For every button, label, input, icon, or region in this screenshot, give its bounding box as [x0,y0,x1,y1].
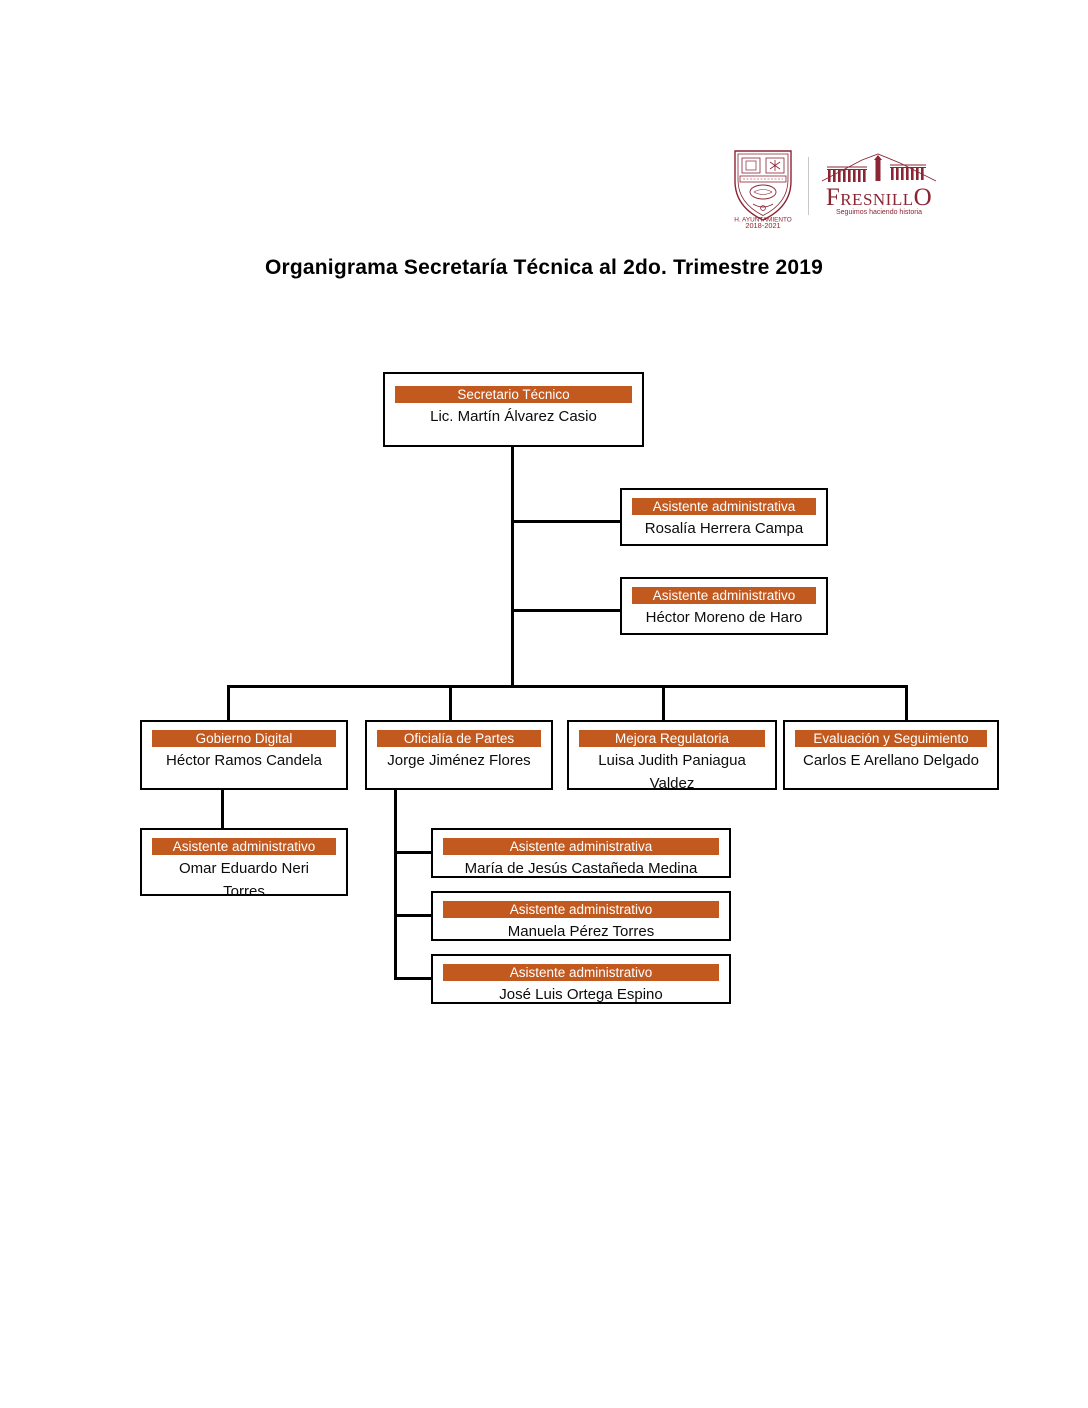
document-title: Organigrama Secretaría Técnica al 2do. Trimestre 2019 [264,256,824,279]
connector-drop-gobierno [227,685,230,720]
person-name: José Luis Ortega Espino [499,986,663,1003]
org-box-asistente-rosalia [620,488,828,546]
person-name: María de Jesús Castañeda Medina [464,860,698,877]
fresnillo-tagline: Seguimos haciendo historia [836,209,922,216]
person-name: Jorge Jiménez Flores [387,752,531,769]
crest-caption-line1: H. AYUNTAMIENTO [734,216,792,224]
connector-stub-rosalia [511,520,620,523]
role-header: Asistente administrativa [443,838,719,855]
org-box-asistente-jose [431,954,731,1004]
logo-divider [808,157,809,215]
person-name: Rosalía Herrera Campa [644,520,804,537]
role-header: Mejora Regulatoria [579,730,765,747]
role-header: Asistente administrativo [443,964,719,981]
org-box-evaluacion-y-seguimiento [783,720,999,790]
connector-gobierno-vertical [221,790,224,828]
org-box-mejora-regulatoria [567,720,777,790]
connector-stub-maria [394,851,431,854]
connector-drop-oficialia [449,685,452,720]
org-box-gobierno-digital [140,720,348,790]
role-header: Asistente administrativo [443,901,719,918]
connector-stub-manuela [394,914,431,917]
fresnillo-logo-icon [818,150,940,224]
org-box-asistente-manuela [431,891,731,941]
role-header: Oficialía de Partes [377,730,541,747]
role-header: Evaluación y Seguimiento [795,730,987,747]
org-box-asistente-maria [431,828,731,878]
person-name: Héctor Moreno de Haro [645,609,803,626]
role-header: Asistente administrativo [152,838,336,855]
person-name: Carlos E Arellano Delgado [803,752,979,769]
person-name: Omar Eduardo Neri Torres [178,860,310,900]
role-header: Asistente administrativa [632,498,816,515]
connector-drop-evaluacion [905,685,908,720]
connector-stub-jose [394,977,431,980]
person-name: Lic. Martín Álvarez Casio [430,408,597,425]
role-header: Asistente administrativo [632,587,816,604]
person-name: Luisa Judith Paniagua Valdez [598,752,746,792]
connector-oficialia-vertical [394,790,397,980]
ayuntamiento-crest-icon [727,148,799,228]
person-name: Héctor Ramos Candela [166,752,322,769]
org-box-asistente-omar [140,828,348,900]
role-header: Gobierno Digital [152,730,336,747]
crest-caption-line2: 2018-2021 [745,221,781,228]
connector-drop-mejora [662,685,665,720]
role-header: Secretario Técnico [395,386,632,403]
person-name: Manuela Pérez Torres [507,923,655,940]
org-box-secretario-tecnico [383,372,644,447]
connector-root-vertical [511,447,514,688]
org-box-oficialia-de-partes [365,720,553,790]
fresnillo-wordmark: FRESNILLO [825,184,933,211]
connector-stub-hector-moreno [511,609,620,612]
org-box-asistente-hector-moreno [620,577,828,635]
connector-departments-bus [227,685,908,688]
